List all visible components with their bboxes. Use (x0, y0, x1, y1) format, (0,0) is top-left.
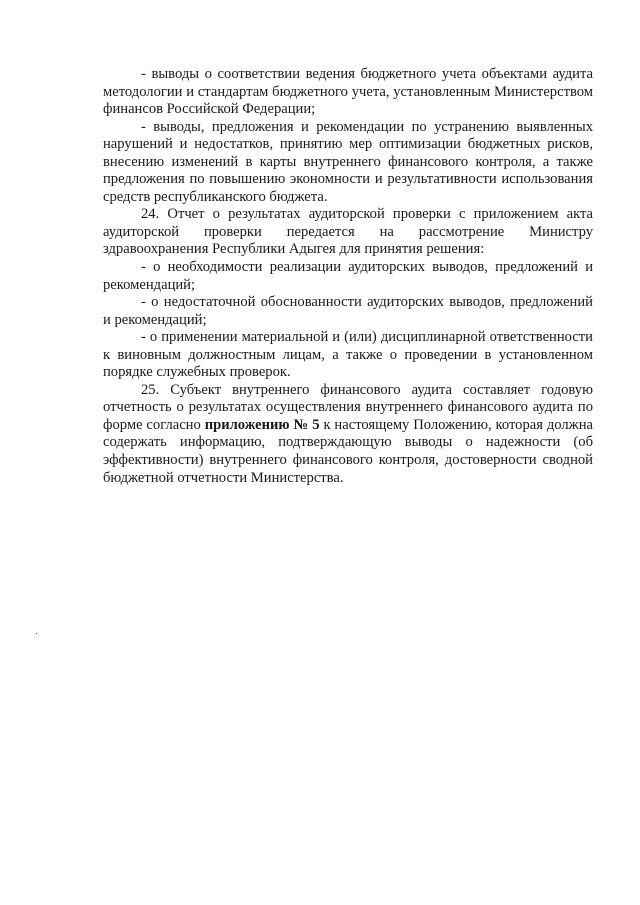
bullet-audit-conclusions-methodology: - выводы о соответствии ведения бюджетного учета объектами аудита методологии и стандартам бюджетного учета, установленным Министерством финансов Российской Федерации; (103, 66, 593, 118)
bullet-liability-and-inspections: - о применении материальной и (или) дисциплинарной ответственности к виновным должностным лицам, а также о проведении в установленном порядке служебных проверок. (103, 329, 593, 381)
bullet-audit-recommendations: - выводы, предложения и рекомендации по устранению выявленных нарушений и недостатков, принятию мер оптимизации бюджетных рисков, внесению изменений в карты внутреннего финансового контроля, а также предложения по повышению экономности и результативности использования средств республиканского бюджета. (103, 118, 593, 205)
scan-speck (36, 633, 37, 634)
paragraph-25-before: 25. Субъект внутреннего финансового аудита составляет годовую отчетность о результатах осуществления внутреннего финансового аудита по форме согласно (103, 381, 593, 433)
appendix-5-reference: приложению № 5 (204, 416, 320, 433)
bullet-implement-conclusions: - о необходимости реализации аудиторских выводов, предложений и рекомендаций; (103, 259, 593, 293)
paragraph-25-after: к настоящему Положению, которая должна содержать информацию, подтверждающую выводы о надежности (об эффективности) внутреннего финансового контроля, достоверности сводной бюджетной отчетности Министерства. (103, 416, 594, 486)
bullet-insufficient-justification: - о недостаточной обоснованности аудиторских выводов, предложений и рекомендаций; (103, 294, 593, 328)
paragraph-25 (103, 382, 593, 487)
document-body (103, 66, 593, 487)
paragraph-24: 24. Отчет о результатах аудиторской проверки с приложением акта аудиторской проверки передается на рассмотрение Министру здравоохранения Республики Адыгея для принятия решения: (103, 206, 593, 258)
